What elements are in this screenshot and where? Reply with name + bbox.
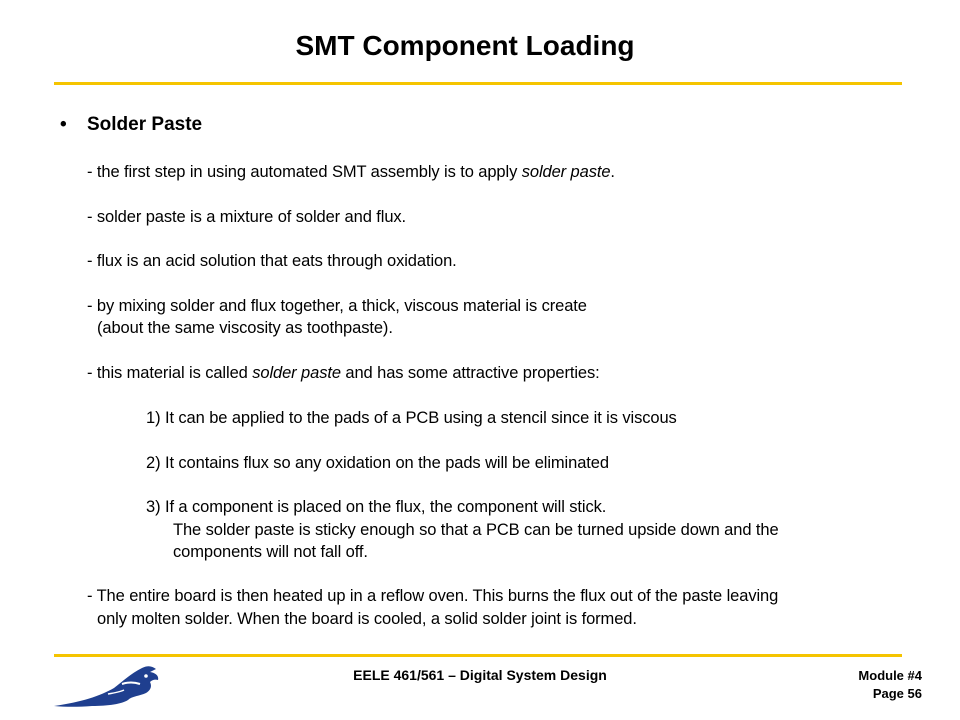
page-number: Page 56 — [872, 686, 922, 701]
body-line-3: - flux is an acid solution that eats through oxidation. — [87, 252, 457, 270]
page-info — [858, 667, 922, 703]
body-line-7: - The entire board is then heated up in a reflow oven. This burns the flux out of the paste leaving — [87, 587, 779, 605]
property-1: 1) It can be applied to the pads of a PCB using a stencil since it is viscous — [146, 409, 677, 427]
bullet-heading-row — [60, 114, 202, 136]
body-emphasis: solder paste — [252, 364, 341, 382]
property-3-detail-2: components will not fall off. — [173, 543, 368, 561]
body-line-2: - solder paste is a mixture of solder and flux. — [87, 208, 407, 226]
module-number: Module #4 — [858, 668, 922, 683]
body-line-6 — [87, 364, 600, 383]
property-2: 2) It contains flux so any oxidation on the pads will be eliminated — [146, 454, 609, 472]
property-3-detail-1: The solder paste is sticky enough so that a PCB can be turned upside down and the — [173, 521, 779, 539]
bullet-marker: • — [60, 114, 67, 135]
body-text: . — [610, 163, 615, 181]
bobcat-logo-icon — [52, 660, 162, 710]
body-line-5: (about the same viscosity as toothpaste). — [97, 319, 393, 337]
body-text: and has some attractive properties: — [340, 364, 600, 382]
bullet-heading: Solder Paste — [87, 114, 203, 135]
top-divider — [54, 82, 902, 85]
body-line-1 — [87, 163, 615, 182]
body-line-8: only molten solder. When the board is cooled, a solid solder joint is formed. — [97, 610, 637, 628]
slide-title: SMT Component Loading — [295, 30, 635, 61]
body-text: - this material is called — [87, 364, 253, 382]
course-footer: EELE 461/561 – Digital System Design — [353, 667, 607, 683]
body-emphasis: solder paste — [521, 163, 611, 181]
body-text: - the first step in using automated SMT assembly is to apply — [87, 163, 522, 181]
body-line-4: - by mixing solder and flux together, a thick, viscous material is create — [87, 297, 587, 315]
property-3: 3) If a component is placed on the flux, the component will stick. — [146, 498, 607, 516]
bottom-divider — [54, 654, 902, 657]
